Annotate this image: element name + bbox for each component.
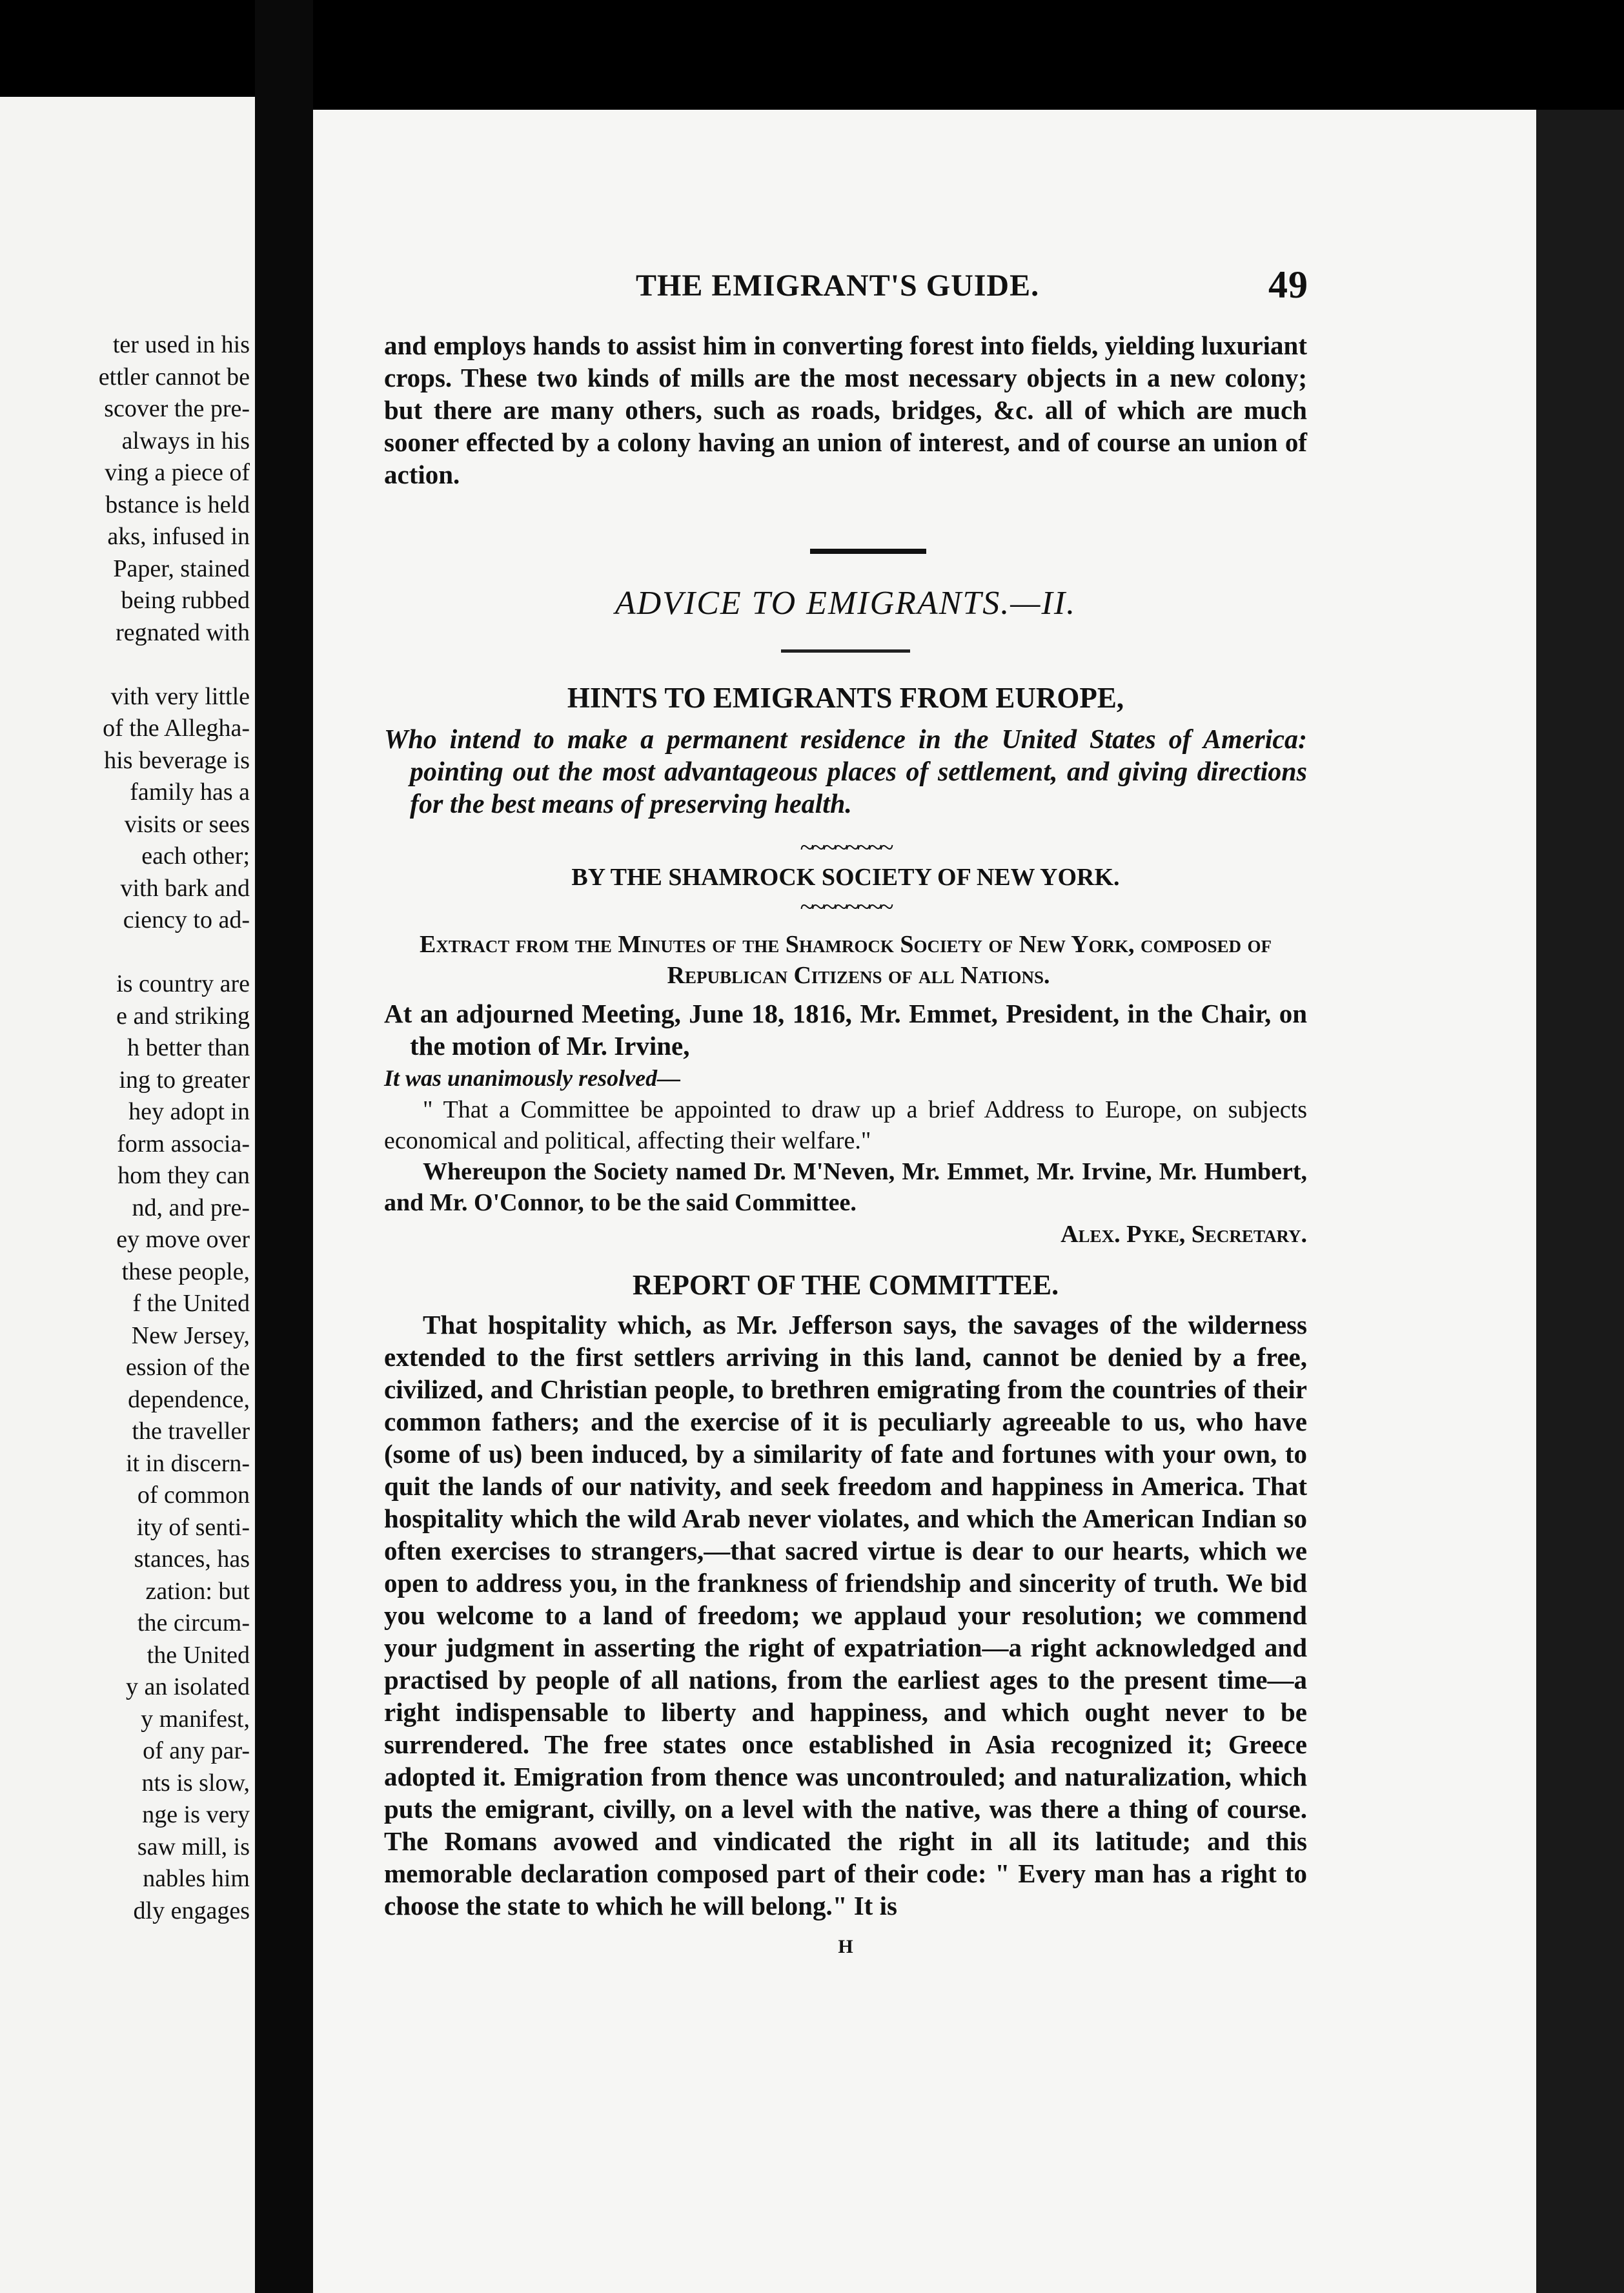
left-page-line: of common bbox=[137, 1482, 250, 1509]
left-page-line: each other; bbox=[141, 842, 250, 870]
left-page-line: being rubbed bbox=[121, 587, 250, 614]
left-page-line: nts is slow, bbox=[141, 1769, 250, 1797]
left-page-line: aks, infused in bbox=[107, 523, 250, 550]
main-column bbox=[384, 581, 1307, 1963]
left-page-line: it in discern- bbox=[125, 1449, 250, 1477]
ornament-rule-bottom: ~~~~~~~~ bbox=[800, 892, 891, 921]
opening-paragraph: and employs hands to assist him in converting forest into fields, yielding luxuriant crops. These two kinds of mills are the most necessary objects in a new colony; but there are many others, such as roads, bridges, &c. all of which are much sooner effected by a colony having an union of interest, and of course an union of action. bbox=[384, 331, 1307, 489]
secretary-signature: Alex. Pyke, Secretary. bbox=[1061, 1221, 1307, 1248]
left-page-line: hey adopt in bbox=[128, 1098, 250, 1125]
left-page-line: saw mill, is bbox=[137, 1833, 250, 1860]
meeting-line: At an adjourned Meeting, June 18, 1816, Mr. Emmet, President, in the Chair, on the motion of Mr. Irvine, bbox=[384, 999, 1307, 1061]
left-page-line: hom they can bbox=[117, 1162, 250, 1189]
left-page-line: bstance is held bbox=[105, 491, 250, 518]
left-page-line: ettler cannot be bbox=[98, 363, 250, 391]
left-page-line: ter used in his bbox=[112, 331, 250, 358]
left-page-line: of the Allegha- bbox=[103, 715, 250, 742]
section-title: ADVICE TO EMIGRANTS.—II. bbox=[614, 585, 1077, 622]
left-page-line: regnated with bbox=[116, 618, 250, 646]
section-title-rule bbox=[781, 649, 910, 653]
left-page-line: vith very little bbox=[110, 682, 250, 710]
book-gutter bbox=[255, 0, 313, 2293]
left-page-line: the circum- bbox=[137, 1609, 250, 1636]
left-page-line: the United bbox=[147, 1641, 250, 1669]
left-page-line: nge is very bbox=[142, 1801, 250, 1828]
extract-line: Extract from the Minutes of the Shamrock Society of New York, composed of Republican Citizens of all Nations. bbox=[419, 931, 1272, 989]
left-page-line: nd, and pre- bbox=[132, 1194, 250, 1221]
left-page-line: ing to greater bbox=[119, 1066, 250, 1094]
left-page-line: these people, bbox=[121, 1258, 250, 1285]
left-page-line: family has a bbox=[130, 779, 250, 806]
hints-title: HINTS TO EMIGRANTS FROM EUROPE, bbox=[567, 682, 1124, 714]
left-page-line: ciency to ad- bbox=[123, 906, 250, 933]
left-page-line: always in his bbox=[121, 427, 250, 454]
section-divider bbox=[810, 549, 926, 554]
left-page-line: ey move over bbox=[116, 1226, 250, 1253]
page-number: 49 bbox=[1268, 263, 1308, 306]
left-page-line: y manifest, bbox=[141, 1705, 250, 1733]
left-page-line: of any par- bbox=[143, 1737, 250, 1764]
left-page-line: y an isolated bbox=[125, 1673, 250, 1700]
left-page-line: zation: but bbox=[145, 1577, 250, 1605]
right-page bbox=[313, 110, 1536, 2293]
opening-paragraph-block bbox=[384, 329, 1307, 491]
left-facing-page bbox=[0, 97, 255, 2293]
left-page-line: e and striking bbox=[116, 1002, 250, 1030]
left-page-line: is country are bbox=[116, 970, 250, 997]
left-page-line: form associa- bbox=[117, 1130, 250, 1157]
left-page-line: his beverage is bbox=[104, 746, 250, 774]
left-page-line: nables him bbox=[143, 1865, 250, 1892]
left-page-line: ving a piece of bbox=[105, 459, 250, 486]
resolution-quote: " That a Committee be appointed to draw up a brief Address to Europe, on subjects economical and political, affecting their welfare." bbox=[384, 1096, 1307, 1154]
left-page-line: vith bark and bbox=[120, 874, 250, 902]
hints-subtitle: Who intend to make a permanent residence in the United States of America: pointing out the most advantageous places of settlement, and giving directions for the best means of preserving health. bbox=[384, 725, 1307, 819]
left-page-line: ity of senti- bbox=[136, 1513, 250, 1541]
page-header bbox=[313, 263, 1404, 313]
whereupon-line: Whereupon the Society named Dr. M'Neven, Mr. Emmet, Mr. Irvine, Mr. Humbert, and Mr. O'Connor, to be the said Committee. bbox=[384, 1158, 1307, 1216]
left-page-line: the traveller bbox=[132, 1418, 250, 1445]
left-page-line: h better than bbox=[127, 1034, 250, 1061]
running-title: THE EMIGRANT'S GUIDE. bbox=[636, 269, 1040, 303]
page-edge-shadow bbox=[1536, 110, 1624, 2293]
left-page-line: ession of the bbox=[125, 1354, 250, 1381]
ornament-rule-top: ~~~~~~~~ bbox=[800, 833, 891, 862]
resolved-line: It was unanimously resolved— bbox=[384, 1065, 681, 1091]
left-page-line: f the United bbox=[132, 1290, 250, 1317]
left-page-line: stances, has bbox=[134, 1545, 250, 1573]
signature-mark: H bbox=[838, 1936, 853, 1957]
byline: BY THE SHAMROCK SOCIETY OF NEW YORK. bbox=[571, 864, 1120, 891]
left-page-line: dly engages bbox=[133, 1897, 250, 1924]
left-page-line: Paper, stained bbox=[113, 555, 250, 582]
left-page-line: New Jersey, bbox=[131, 1321, 250, 1349]
left-page-line: scover the pre- bbox=[104, 395, 250, 422]
left-page-line: visits or sees bbox=[124, 810, 250, 838]
report-paragraph: That hospitality which, as Mr. Jefferson says, the savages of the wilderness extended to the first settlers arriving in this land, cannot be denied by a free, civilized, and Christian people, to brethren emigrating from the countries of their common fathers; and the exercise of it is peculiarly agreeable to us, who have (some of us) been induced, by a similarity of fate and fortunes with your own, to quit the lands of our nativity, and seek freedom and happiness in America. That hospitality which the wild Arab never violates, and which the American Indian so often exercises to strangers,—that sacred virtue is dear to our hearts, which we open to address you, in the frankness of friendship and sincerity of truth. We bid you welcome to a land of freedom; we applaud your resolution; we commend your judgment in asserting the right of expatriation—a right acknowledged and practised by people of all nations, from the earliest ages to the present time—a right indispensable to liberty and happiness, and which ought never to be surrendered. The free states once established in Asia recognized it; Greece adopted it. Emigration from thence was uncontrouled; and naturalization, which puts the emigrant, civilly, on a level with the native, was there a thing of course. The Romans avowed and vindicated the right in all its latitude; and this memorable declaration composed part of their code: " Every man has a right to choose the state to which he will belong." It is bbox=[384, 1310, 1307, 1921]
report-title: REPORT OF THE COMMITTEE. bbox=[632, 1269, 1059, 1301]
left-page-line: dependence, bbox=[128, 1385, 250, 1413]
